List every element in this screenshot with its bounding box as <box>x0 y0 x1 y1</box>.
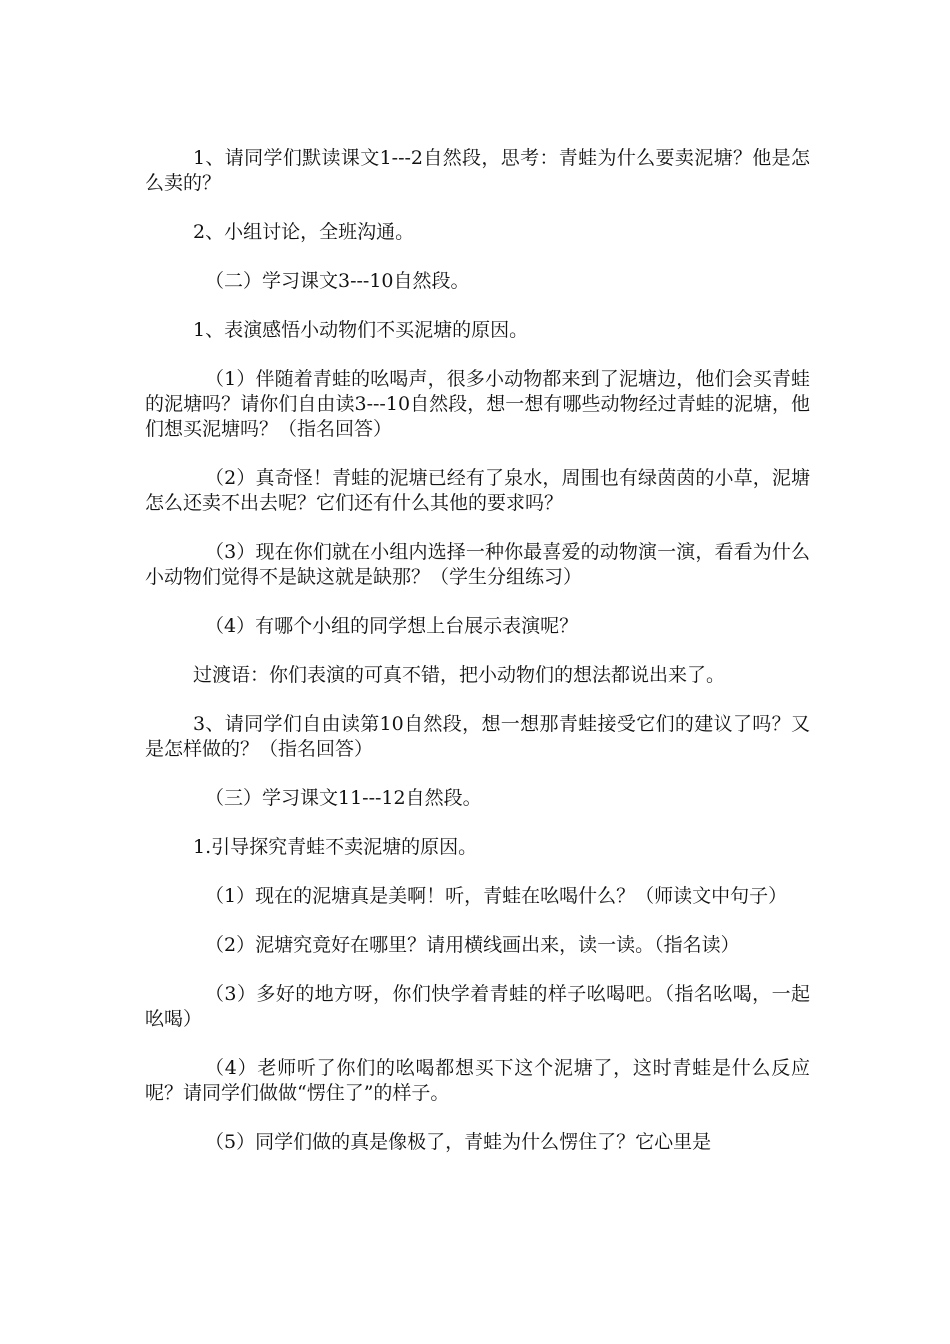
paragraph-2: 2、小组讨论，全班沟通。 <box>193 221 415 243</box>
paragraph-5: （2）真奇怪！青蛙的泥塘已经有了泉水，周围也有绿茵茵的小草，泥塘怎么还卖不出去呢？它们还有什么其他的要求吗？ <box>145 467 810 514</box>
section-heading-3: （三）学习课文11---12自然段。 <box>205 787 482 809</box>
paragraph-9: 1.引导探究青蛙不卖泥塘的原因。 <box>193 836 478 858</box>
paragraph-14: （5）同学们做的真是像极了，青蛙为什么愣住了？它心里是 <box>205 1131 712 1153</box>
paragraph-3: 1、表演感悟小动物们不买泥塘的原因。 <box>193 319 529 341</box>
paragraph-13: （4）老师听了你们的吆喝都想买下这个泥塘了，这时青蛙是什么反应呢？请同学们做做“愣住了”的样子。 <box>145 1057 810 1104</box>
paragraph-6: （3）现在你们就在小组内选择一种你最喜爱的动物演一演，看看为什么小动物们觉得不是缺这就是缺那？（学生分组练习） <box>145 541 810 588</box>
transition-paragraph: 过渡语：你们表演的可真不错，把小动物们的想法都说出来了。 <box>193 664 726 686</box>
paragraph-1: 1、请同学们默读课文1---2自然段，思考：青蛙为什么要卖泥塘？他是怎么卖的？ <box>145 147 810 194</box>
paragraph-12: （3）多好的地方呀，你们快学着青蛙的样子吆喝吧。（指名吆喝，一起吆喝） <box>145 983 810 1030</box>
document-body <box>145 146 810 1179</box>
paragraph-11: （2）泥塘究竟好在哪里？请用横线画出来，读一读。（指名读） <box>205 934 740 956</box>
paragraph-4: （1）伴随着青蛙的吆喝声，很多小动物都来到了泥塘边，他们会买青蛙的泥塘吗？请你们自由读3---10自然段，想一想有哪些动物经过青蛙的泥塘，他们想买泥塘吗？（指名回答） <box>145 368 810 440</box>
section-heading-2: （二）学习课文3---10自然段。 <box>205 270 470 292</box>
paragraph-10: （1）现在的泥塘真是美啊！听，青蛙在吆喝什么？（师读文中句子） <box>205 885 788 907</box>
paragraph-7: （4）有哪个小组的同学想上台展示表演呢？ <box>205 615 579 637</box>
paragraph-8: 3、请同学们自由读第10自然段，想一想那青蛙接受它们的建议了吗？又是怎样做的？（指名回答） <box>145 713 810 760</box>
